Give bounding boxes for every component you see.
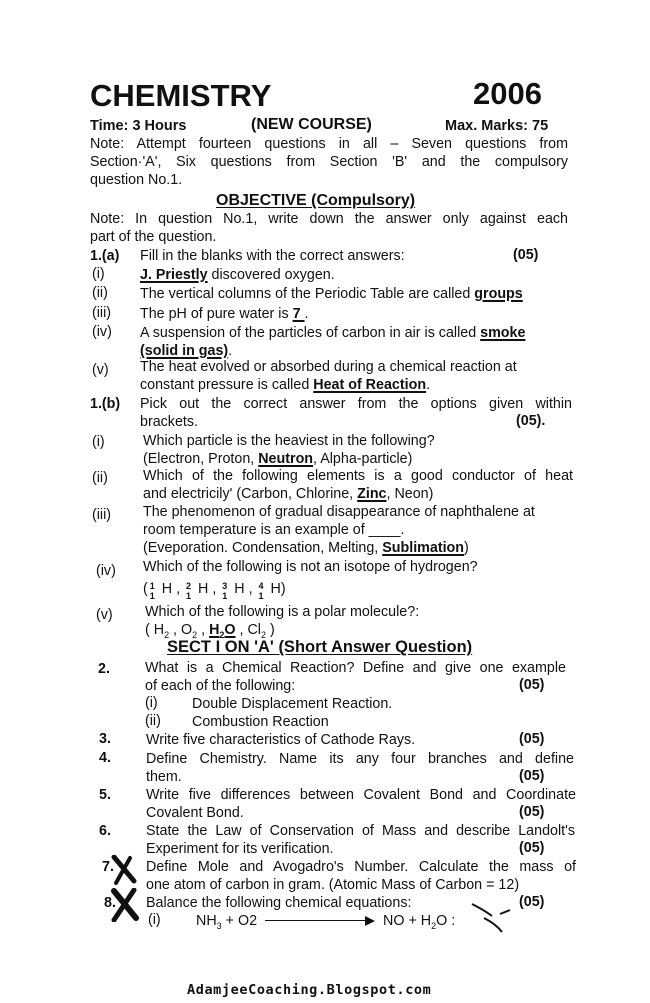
footer-watermark: AdamjeeCoaching.Blogspot.com [187, 982, 432, 998]
answer-text: 7 [292, 306, 305, 322]
answer-text: Zinc [357, 486, 387, 502]
question-number: 1.(b) [90, 396, 121, 412]
item-number: (ii) [92, 470, 108, 486]
question-text-continued: Covalent Bond. [146, 805, 244, 821]
question-text: Fill in the blanks with the correct answers: [140, 248, 405, 264]
sub-item-text: Double Displacement Reaction. [192, 696, 393, 712]
objective-note-line: Note: In question No.1, write down the answer only against each [90, 211, 568, 227]
handwritten-cross-mark-icon [108, 888, 140, 922]
fill-blank-item-continued: (solid in gas). [140, 343, 233, 359]
question-text-continued: of each of the following: [145, 678, 296, 694]
mcq-question-continued: room temperature is an example of ____. [143, 522, 405, 538]
sub-item-text: Combustion Reaction [192, 714, 329, 730]
question-text: State the Law of Conservation of Mass and describe Landolt's [146, 823, 575, 839]
handwritten-cross-mark-icon [110, 855, 138, 885]
question-number: 5. [99, 787, 111, 803]
question-marks: (05) [513, 247, 539, 263]
answer-text: $H_2O$ [209, 622, 236, 640]
question-text: Balance the following chemical equations: [146, 895, 412, 911]
sub-item-number: (i) [148, 912, 161, 928]
question-text-continued: Experiment for its verification. [146, 841, 334, 857]
question-number: 8. [104, 895, 116, 911]
handwritten-tick-mark-icon [470, 900, 520, 934]
subject-title: CHEMISTRY [90, 78, 272, 113]
question-number: 7. [102, 859, 114, 875]
question-text: What is a Chemical Reaction? Define and give one example [145, 660, 566, 676]
answer-text: (solid in gas) [140, 343, 229, 359]
item-number: (iii) [92, 305, 112, 321]
general-note-line: question No.1. [90, 172, 183, 188]
general-note-line: Note: Attempt fourteen questions in all – Seven questions from [90, 136, 568, 152]
item-number: (iii) [92, 507, 112, 523]
question-text: Write five characteristics of Cathode Rays. [146, 732, 416, 748]
fill-blank-item-continued: constant pressure is called Heat of Reaction. [140, 377, 431, 393]
course-label: (NEW COURSE) [251, 116, 372, 133]
question-text: Pick out the correct answer from the options given within [140, 396, 572, 412]
item-number: (i) [92, 434, 105, 450]
answer-text: Neutron [258, 451, 314, 467]
question-text: Write five differences between Covalent Bond and Coordinate [146, 787, 576, 803]
sub-item-number: (i) [145, 695, 158, 711]
question-marks: (05) [519, 840, 545, 856]
question-number: 6. [99, 823, 111, 839]
answer-text: Heat of Reaction [313, 377, 427, 393]
item-number: (iv) [92, 324, 112, 340]
fill-blank-item: The vertical columns of the Periodic Table are called groups [140, 286, 523, 302]
max-marks: Max. Marks: 75 [445, 118, 549, 134]
answer-text: smoke [480, 325, 526, 341]
question-marks: (05) [519, 677, 545, 693]
question-number: 1.(a) [90, 248, 120, 264]
answer-text: J. Priestly [140, 267, 208, 283]
mcq-question: Which particle is the heaviest in the following? [143, 433, 435, 449]
answer-text: groups [474, 286, 523, 302]
fill-blank-item: The heat evolved or absorbed during a chemical reaction at [140, 359, 517, 375]
sub-item-number: (ii) [145, 713, 161, 729]
mcq-options: ( $H_2$ , $O_2$ , $H_2O$ , $Cl_2$ ) [145, 622, 275, 640]
mcq-question: Which of the following is a polar molecule?: [145, 604, 420, 620]
answer-text: Sublimation [382, 540, 465, 556]
question-text: Define Mole and Avogadro's Number. Calculate the mass of [146, 859, 576, 875]
question-marks: (05) [519, 804, 545, 820]
question-number: 2. [98, 661, 110, 677]
question-marks: (05) [519, 731, 545, 747]
question-text-continued: them. [146, 769, 182, 785]
isotope: 2 1 [186, 581, 192, 601]
question-text: Define Chemistry. Name its any four branches and define [146, 751, 574, 767]
mcq-question: The phenomenon of gradual disappearance of naphthalene at [143, 504, 535, 520]
fill-blank-item: The pH of pure water is 7 . [140, 306, 309, 322]
question-number: 3. [99, 731, 111, 747]
mcq-options-isotopes: ( 1 1 H , 2 1 H , 3 1 H , 4 1 H) [143, 581, 286, 601]
item-number: (ii) [92, 285, 108, 301]
question-marks: (05) [519, 768, 545, 784]
reaction-arrow-icon [265, 916, 375, 926]
question-text-continued: brackets. [140, 414, 199, 430]
general-note-line: Section·'A', Six questions from Section 'B' and the compulsory [90, 154, 568, 170]
question-number: 4. [99, 750, 111, 766]
objective-heading: OBJECTIVE (Compulsory) [216, 192, 416, 209]
exam-year: 2006 [473, 76, 542, 111]
mcq-options: (Electron, Proton, Neutron, Alpha-particle) [143, 451, 413, 467]
mcq-question: Which of the following elements is a good conductor of heat [143, 468, 573, 484]
isotope: 3 1 [222, 581, 228, 601]
isotope: 4 1 [258, 581, 264, 601]
mcq-question: Which of the following is not an isotope of hydrogen? [143, 559, 478, 575]
fill-blank-item: J. Priestly discovered oxygen. [140, 267, 335, 283]
mcq-options: (Eveporation. Condensation, Melting, Sublimation) [143, 540, 469, 556]
isotope: 1 1 [149, 581, 155, 601]
fill-blank-item: A suspension of the particles of carbon in air is called smoke [140, 325, 526, 341]
item-number: (v) [96, 607, 113, 623]
exam-time: Time: 3 Hours [90, 118, 187, 134]
item-number: (v) [92, 362, 109, 378]
question-text-continued: one atom of carbon in gram. (Atomic Mass of Carbon = 12) [146, 877, 520, 893]
question-marks: (05) [519, 894, 545, 910]
mcq-options: and electricily' (Carbon, Chlorine, Zinc, Neon) [143, 486, 434, 502]
objective-note-line: part of the question. [90, 229, 217, 245]
section-a-heading: SECT I ON 'A' (Short Answer Question) [167, 638, 473, 656]
chemical-equation: $NH_3 + O2$ NO + $H_2O$ : [196, 913, 456, 931]
item-number: (iv) [96, 563, 116, 579]
item-number: (i) [92, 266, 105, 282]
question-marks: (05). [516, 413, 546, 429]
